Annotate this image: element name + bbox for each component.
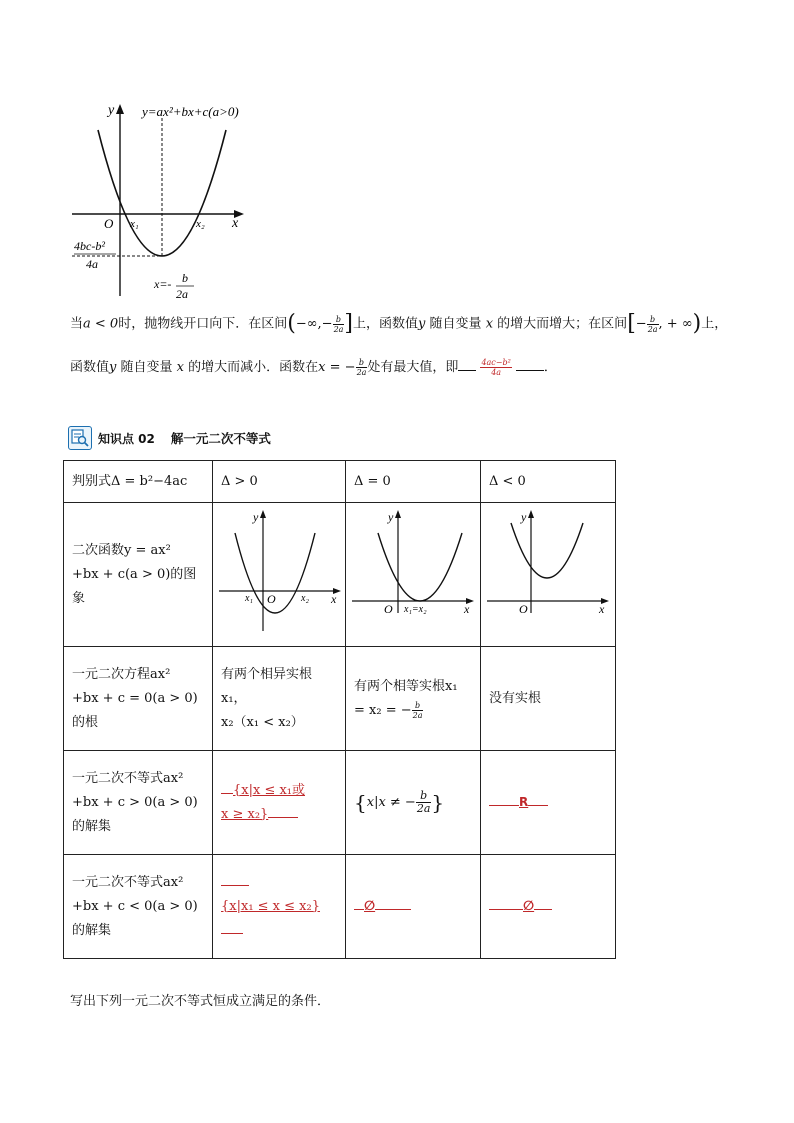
- y-axis-label: y: [388, 510, 394, 524]
- table-row: [64, 855, 616, 959]
- text: ．: [543, 360, 557, 375]
- vertex-x-prefix: x=-: [154, 277, 172, 291]
- label-line: 一元二次不等式ax²: [72, 770, 184, 786]
- fraction-b-2a: $\frac{b}{2a}$: [333, 314, 344, 334]
- var-x: x: [485, 316, 494, 332]
- root2-label: x₂: [301, 593, 309, 604]
- parabola-graph: [68, 96, 268, 302]
- quadratic-table: [63, 460, 616, 959]
- root1-label: x₁: [130, 218, 139, 230]
- gt0-delta-eq: [346, 751, 481, 855]
- condition: a < 0: [83, 316, 119, 332]
- text: 的增大而减小．函数在: [188, 360, 319, 375]
- text: 当: [70, 316, 84, 332]
- origin-label: O: [519, 602, 528, 616]
- graph-delta-gt: [213, 503, 346, 647]
- y-axis-label: y: [108, 103, 115, 118]
- blank-line: [221, 885, 249, 886]
- label-line: 的解集: [72, 922, 112, 938]
- x-equals: x = −: [318, 360, 356, 375]
- text: 处有最大值，即: [367, 360, 459, 375]
- label-line: 一元二次不等式ax²: [72, 874, 184, 890]
- gt0-delta-lt: [481, 751, 616, 855]
- answer-text: ∅: [523, 898, 535, 914]
- roots-delta-lt: 没有实根: [481, 647, 616, 751]
- interval-start: −∞,−: [295, 316, 333, 332]
- bracket-close: ): [692, 311, 702, 336]
- bracket-open: [: [627, 311, 636, 336]
- origin-label: O: [384, 602, 393, 616]
- interval-end: , + ∞: [658, 316, 693, 332]
- text: x₂（x₁ < x₂）: [221, 714, 304, 730]
- text: 的增大而增大；在区间: [497, 316, 628, 332]
- lt0-delta-lt: [481, 855, 616, 959]
- roots-delta-eq: [346, 647, 481, 751]
- lt0-delta-gt: [213, 855, 346, 959]
- lt0-delta-eq: [346, 855, 481, 959]
- x-axis-label: x: [232, 216, 239, 231]
- blank-line: [268, 817, 298, 818]
- double-root-label: x₁=x₂: [404, 604, 427, 615]
- row-label-gt0: [64, 751, 213, 855]
- text: 时，抛物线开口向下．在区间: [118, 316, 288, 332]
- label-line: +bx + c < 0(a > 0): [72, 898, 198, 914]
- row-label-graph: [64, 503, 213, 647]
- text: 随自变量: [429, 316, 482, 332]
- answer-text: x|x ≠ −: [366, 795, 416, 810]
- answer-text: x ≥ x₂}: [221, 806, 269, 822]
- section-title: 解一元二次不等式: [170, 431, 271, 446]
- blank-line: [489, 909, 523, 910]
- answer-fraction: $\frac{\text{4ac−b²}}{4a}$: [481, 358, 511, 377]
- blank-line: [489, 805, 519, 806]
- y-axis-label: y: [253, 510, 259, 524]
- bracket-close: ]: [344, 311, 354, 336]
- table-row: [64, 647, 616, 751]
- text: 上，: [701, 316, 728, 332]
- blank-line: [528, 805, 548, 806]
- origin-label: O: [104, 216, 114, 231]
- blank-line: [458, 370, 476, 371]
- answer-text: ∅: [364, 898, 376, 914]
- brace-close: }: [431, 790, 445, 815]
- x-axis-label: x: [464, 602, 470, 616]
- header-delta-lt: Δ < 0: [481, 461, 616, 503]
- fraction-b-2a: $\frac{b}{2a}$: [416, 789, 431, 815]
- equation-label: y=ax²+bx+c(a>0): [142, 104, 239, 119]
- bracket-open: (: [287, 311, 296, 336]
- fraction-b-2a: $\frac{b}{2a}$: [356, 358, 367, 377]
- blank-line: [221, 793, 233, 794]
- blank-line: [354, 909, 364, 910]
- graph-delta-eq: [346, 503, 481, 647]
- table-header-row: [64, 461, 616, 503]
- var-y: y: [418, 316, 426, 332]
- text: 函数值: [70, 360, 110, 375]
- root1-label: x₁: [245, 593, 253, 604]
- vertex-y-denominator: 4a: [86, 257, 98, 271]
- text: 随自变量: [120, 360, 173, 375]
- section-label: 知识点 02: [98, 431, 155, 446]
- blank-line: [534, 909, 552, 910]
- header-delta-gt: Δ > 0: [213, 461, 346, 503]
- fraction-b-2a: $\frac{b}{2a}$: [647, 314, 658, 334]
- vertex-y-numerator: 4bc-b²: [74, 239, 105, 253]
- row-label-roots: [64, 647, 213, 751]
- paragraph-line-2: [70, 358, 557, 378]
- x-axis-label: x: [331, 592, 337, 606]
- header-delta-eq: Δ = 0: [346, 461, 481, 503]
- table-row: [64, 503, 616, 647]
- gt0-delta-gt: [213, 751, 346, 855]
- text: 上，函数值: [353, 316, 419, 332]
- paragraph-line-1: [70, 311, 728, 336]
- brace-open: {: [354, 790, 367, 815]
- answer-text: {x|x ≤ x₁或: [233, 782, 306, 798]
- blank-line: [221, 933, 243, 934]
- blank-line: [375, 909, 411, 910]
- label-line: 的根: [72, 714, 99, 730]
- answer-text: {x|x₁ ≤ x ≤ x₂}: [221, 898, 320, 914]
- minus-sign: −: [635, 316, 647, 332]
- table-row: [64, 751, 616, 855]
- footer-text: 写出下列一元二次不等式恒成立满足的条件．: [70, 994, 331, 1009]
- magnifier-icon: [68, 426, 92, 450]
- label-line: 一元二次方程ax²: [72, 666, 171, 682]
- text: = x₂ = −: [354, 702, 412, 718]
- row-label-lt0: [64, 855, 213, 959]
- vertex-x-numerator: b: [182, 271, 188, 285]
- label-line: 二次函数y = ax²: [72, 542, 171, 558]
- roots-delta-gt: [213, 647, 346, 751]
- var-y: y: [109, 360, 117, 375]
- label-line: +bx + c = 0(a > 0): [72, 690, 198, 706]
- label-line: +bx + c(a > 0)的图: [72, 566, 197, 582]
- var-x: x: [176, 360, 185, 375]
- graph-delta-lt: [481, 503, 616, 647]
- blank-line: [516, 370, 544, 371]
- label-line: +bx + c > 0(a > 0): [72, 794, 198, 810]
- label-line: 象: [72, 590, 86, 606]
- vertex-x-denominator: 2a: [176, 287, 188, 301]
- header-discriminant: 判别式Δ = b²−4ac: [64, 461, 213, 503]
- fraction-b-2a: $\frac{b}{2a}$: [412, 700, 423, 720]
- x-axis-label: x: [599, 602, 605, 616]
- text: 有两个相等实根x₁: [354, 678, 458, 694]
- y-axis-label: y: [521, 510, 527, 524]
- answer-text: R: [519, 795, 529, 809]
- root2-label: x₂: [196, 218, 205, 230]
- label-line: 的解集: [72, 818, 112, 834]
- knowledge-point-header: [68, 424, 271, 452]
- origin-label: O: [267, 592, 276, 606]
- text: 有两个相异实根x₁，: [221, 666, 313, 706]
